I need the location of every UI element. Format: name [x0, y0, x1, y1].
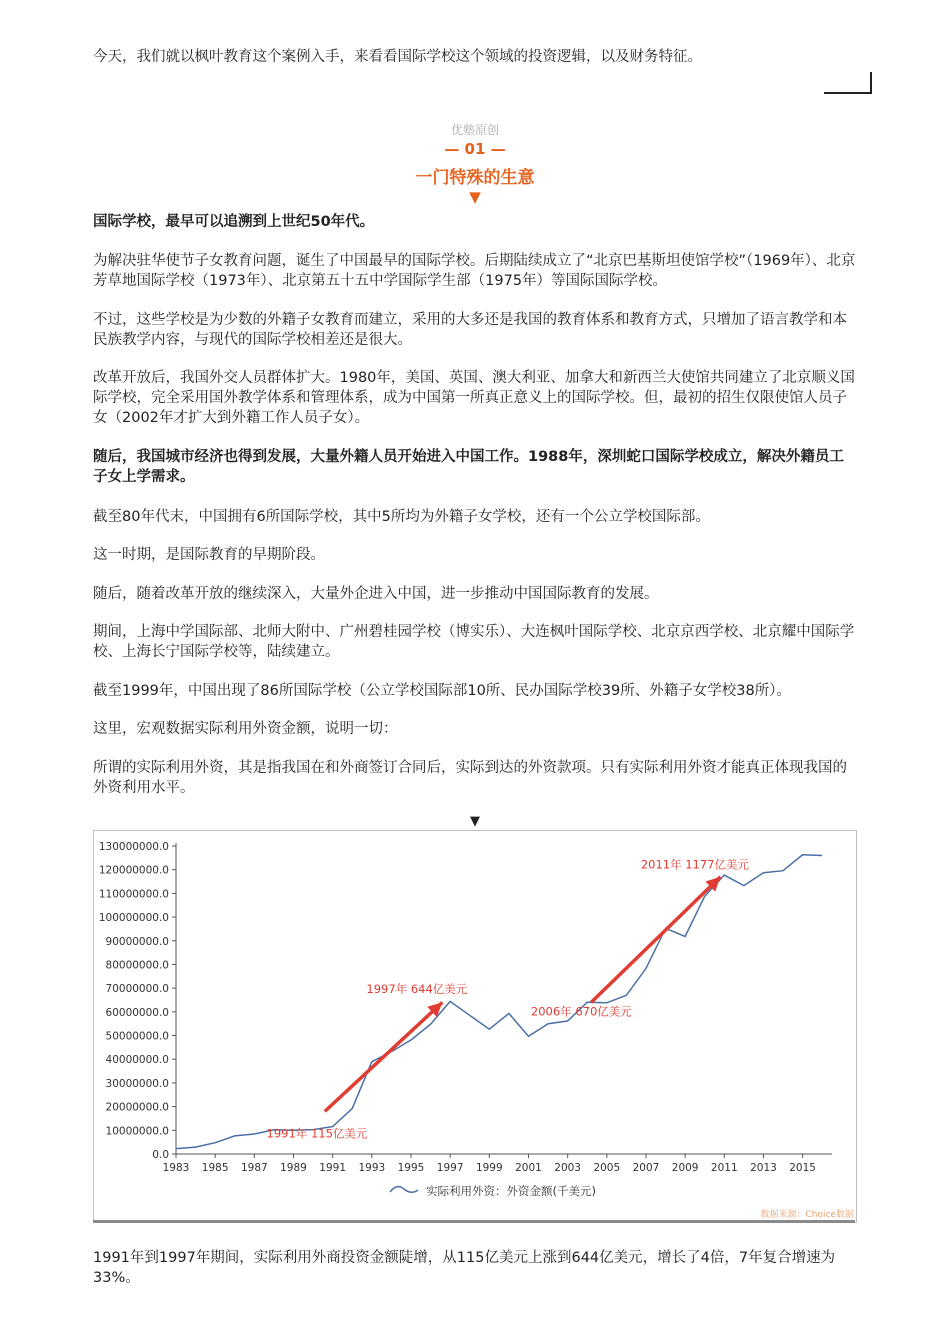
y-tick-label: 120000000.0 [98, 864, 169, 877]
x-tick-label: 1999 [475, 1162, 503, 1174]
y-tick-label: 20000000.0 [105, 1101, 169, 1114]
annotation-1997: 1997年 644亿美元 [366, 981, 468, 996]
paragraph-1: 国际学校，最早可以追溯到上世纪50年代。 [93, 214, 375, 230]
y-tick-label: 0.0 [152, 1149, 169, 1161]
y-tick-label: 10000000.0 [105, 1125, 169, 1138]
x-tick-label: 2013 [750, 1162, 777, 1174]
annotation-arrow-2006-2011 [591, 877, 720, 1003]
x-tick-label: 1985 [201, 1162, 229, 1174]
y-tick-label: 50000000.0 [105, 1030, 169, 1043]
annotation-arrow-1991-1997 [325, 1002, 442, 1111]
paragraph-5: 随后，我国城市经济也得到发展，大量外籍人员开始进入中国工作。1988年，深圳蛇口国际学校成立，解决外籍员工子女上学需求。 [93, 449, 844, 485]
y-tick-label: 110000000.0 [98, 888, 169, 901]
chart-frame [93, 830, 857, 1223]
annotation-2006: 2006年 670亿美元 [530, 1004, 632, 1019]
chart-bottom-bar [93, 1220, 855, 1223]
paragraph-7: 这一时期，是国际教育的早期阶段。 [93, 547, 325, 563]
paragraph-4: 改革开放后，我国外交人员群体扩大。1980年，美国、英国、澳大利亚、加拿大和新西兰大使馆共同建立了北京顺义国际学校，完全采用国外教学体系和管理体系，成为中国第一所真正意义上的国际学校。但，最初的招生仅限使馆人员子女（2002年才扩大到外籍工作人员子女）。 [93, 370, 855, 426]
chart-arrow-icon: ▼ [470, 814, 480, 829]
x-tick-label: 2015 [789, 1162, 816, 1174]
corner-mark [870, 72, 872, 94]
paragraph-2: 为解决驻华使节子女教育问题，诞生了中国最早的国际学校。后期陆续成立了“北京巴基斯坦使馆学校”（1969年）、北京芳草地国际学校（1973年）、北京第五十五中学国际学生部（1975年）等国际国际学校。 [93, 253, 856, 289]
x-tick-label: 2005 [593, 1162, 621, 1174]
x-tick-label: 1993 [358, 1162, 386, 1174]
paragraph-12: 所谓的实际利用外资，其是指我国在和外商签订合同后，实际到达的外资款项。只有实际利用外资才能真正体现我国的外资利用水平。 [93, 760, 847, 796]
y-tick-label: 130000000.0 [98, 841, 169, 853]
x-tick-label: 2011 [710, 1162, 738, 1174]
x-tick-label: 1995 [397, 1162, 425, 1174]
x-tick-label: 2001 [515, 1162, 542, 1174]
x-tick-label: 1997 [436, 1162, 464, 1174]
x-tick-label: 1987 [240, 1162, 268, 1174]
legend-label: 实际利用外资：外资金额(千美元) [426, 1184, 596, 1198]
y-tick-label: 90000000.0 [105, 935, 169, 948]
y-tick-label: 30000000.0 [105, 1077, 169, 1090]
x-tick-label: 1991 [319, 1162, 347, 1174]
after-chart-paragraph: 1991年到1997年期间，实际利用外商投资金额陡增，从115亿美元上涨到644亿美元，增长了4倍，7年复合增速为33%。 [93, 1250, 836, 1286]
section-number: — 01 — [444, 140, 506, 158]
x-tick-label: 2007 [632, 1162, 660, 1174]
section-label: 优塾原创 [450, 123, 499, 137]
x-tick-label: 2003 [554, 1162, 582, 1174]
y-tick-label: 80000000.0 [105, 959, 169, 972]
corner-mark-line [824, 92, 872, 94]
data-source-label: 数据来源：Choice数据 [760, 1210, 854, 1220]
x-tick-label: 2009 [671, 1162, 699, 1174]
section-arrow-icon: ▼ [469, 188, 481, 206]
section-title: 一门特殊的生意 [415, 168, 535, 188]
y-tick-label: 60000000.0 [105, 1006, 169, 1019]
y-tick-label: 40000000.0 [105, 1054, 169, 1067]
paragraph-10: 截至1999年，中国出现了86所国际学校（公立学校国际部10所、民办国际学校39所、外籍子女学校38所）。 [93, 683, 791, 699]
x-tick-label: 1983 [162, 1162, 190, 1174]
legend-swatch [390, 1187, 418, 1193]
annotation-2011: 2011年 1177亿美元 [640, 857, 750, 872]
paragraph-11: 这里，宏观数据实际利用外资金额，说明一切： [93, 721, 398, 737]
y-tick-label: 70000000.0 [105, 983, 169, 996]
x-tick-label: 1989 [280, 1162, 307, 1174]
series-line [176, 855, 822, 1149]
intro-paragraph: 今天，我们就以枫叶教育这个案例入手，来看看国际学校这个领域的投资逻辑，以及财务特征。 [93, 49, 702, 65]
fdi-line-chart [94, 831, 856, 1222]
paragraph-9: 期间，上海中学国际部、北师大附中、广州碧桂园学校（博实乐）、大连枫叶国际学校、北京京西学校、北京耀中国际学校、上海长宁国际学校等，陆续建立。 [93, 624, 855, 660]
paragraph-3: 不过，这些学校是为少数的外籍子女教育而建立，采用的大多还是我国的教育体系和教育方式，只增加了语言教学和本民族教学内容，与现代的国际学校相差还是很大。 [93, 312, 847, 348]
paragraph-8: 随后，随着改革开放的继续深入，大量外企进入中国，进一步推动中国国际教育的发展。 [93, 586, 659, 602]
annotation-1991: 1991年 115亿美元 [266, 1126, 368, 1141]
y-tick-label: 100000000.0 [98, 912, 169, 925]
paragraph-6: 截至80年代末，中国拥有6所国际学校，其中5所均为外籍子女学校，还有一个公立学校国际部。 [93, 509, 710, 525]
